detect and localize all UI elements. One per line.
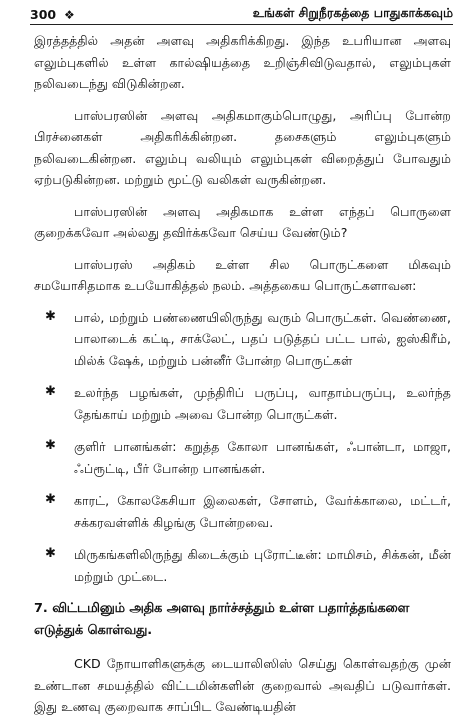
section-heading: 7. விட்டமினும் அதிக அளவு நார்ச்சத்தும் உள்ள பதார்த்தங்களை எடுத்துக் கொள்வது. [34,601,410,638]
paragraph-vitamin-deficiency: CKD நோயாளிகளுக்கு டையாலிஸிஸ் செய்து கொள்வதற்கு முன் உண்டான சமயத்தில் விட்டமின்களின் குறைவால் அவதிப் படுவார்கள். இது உணவு குறைவாக சாப்பிட வேண்டியதின் [34,656,451,714]
running-title: உங்கள் சிறுநீரகத்தை பாதுகாக்கவும் [252,5,453,20]
phosphorus-food-list [34,307,451,588]
paragraph-phosphorus-effects: பாஸ்பரஸின் அளவு அதிகமாகும்பொழுது, அரிப்பு போன்ற பிரச்னைகள் அதிகரிக்கின்றன. தசைகளும் எலும்புகளும் நலிவடைகின்றன. எலும்பு வலியும் எலும்புகள் விறைத்துப் போவதும் ஏற்படுகின்றன. மற்றும் மூட்டு வலிகள் வருகின்றன. [34,107,451,187]
running-header [30,4,453,25]
ornament-icon: ❖ [64,8,75,22]
list-item-text: மிருகங்களிலிருந்து கிடைக்கும் புரோட்டீன்: மாமிசம், சிக்கன், மீன் மற்றும் முட்டை. [74,547,451,584]
page-body [34,30,451,718]
paragraph-question: பாஸ்பரஸின் அளவு அதிகமாக உள்ள எந்தப் பொருளை குறைக்கவோ அல்லது தவிர்க்கவோ செய்ய வேண்டும்? [34,203,451,240]
list-item-text: பால், மற்றும் பண்ணையிலிருந்து வரும் பொருட்கள். வெண்ணை, பாலாடைக் கட்டி, சாக்லேட், பதப் படுத்தப் பட்ட பால், ஐஸ்கிரீம், மில்க் ஷேக், மற்றும் பன்னீர் போன்ற பொருட்கள் [74,309,451,368]
list-item [34,382,451,425]
asterisk-bullet-icon: ✱ [45,438,56,453]
asterisk-bullet-icon: ✱ [45,384,56,399]
list-item-text: காரட், கோலகேசியா இலைகள், சோளம், வேர்க்காலை, மட்டர், சக்கரவள்ளிக் கிழங்கு போன்றவை. [74,493,451,530]
list-item [34,307,451,372]
list-item-text: உலர்ந்த பழங்கள், முந்திரிப் பருப்பு, வாதாம்பருப்பு, உலர்ந்த தேங்காய் மற்றும் அவை போன்ற பொருட்கள். [74,385,451,422]
asterisk-bullet-icon: ✱ [45,308,56,324]
list-item [34,436,451,479]
list-item [34,544,451,587]
paragraph-intro-list: பாஸ்பரஸ் அதிகம் உள்ள சில பொருட்களை மிகவும் சமயோசிதமாக உபயோகித்தல் நலம். அத்தகைய பொருட்களாவன: [34,256,451,293]
list-item [34,490,451,533]
page-number: 300 [30,7,57,22]
paragraph-continued: இரத்தத்தில் அதன் அளவு அதிகரிக்கிறது. இந்த உபரியான அளவு எலும்புகளில் உள்ள கால்ஷியத்தை உறிஞ்சிவிடுவதால், எலும்புகள் நலிவடைந்து விடுகின்றன. [34,33,451,91]
list-item-text: குளிர் பானங்கள்: கறுத்த கோலா பானங்கள், ஃபான்டா, மாஜா, ஃப்ரூட்டி, பீர் போன்ற பானங்கள். [74,439,451,476]
asterisk-bullet-icon: ✱ [45,546,56,561]
asterisk-bullet-icon: ✱ [45,492,56,507]
